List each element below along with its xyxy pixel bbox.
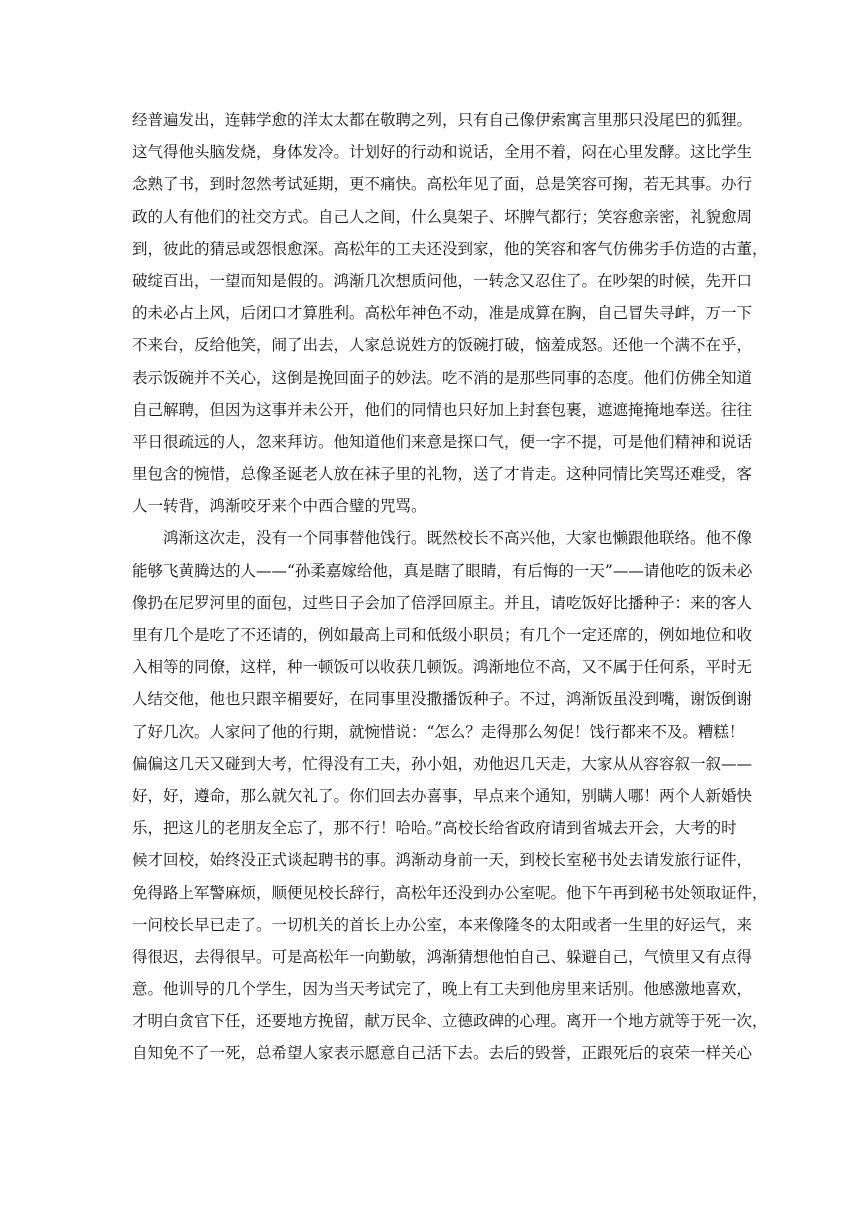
text-line: 入相等的同僚，这样，种一顿饭可以收获几顿饭。鸿渐地位不高，又不属于任何系，平时无 [132, 658, 753, 677]
text-line: 的未必占上风，后闭口才算胜利。高松年神色不动，准是成算在胸，自己冒失寻衅，万一下 [132, 304, 753, 323]
text-line: 念熟了书，到时忽然考试延期，更不痛快。高松年见了面，总是笑容可掬，若无其事。办行 [132, 175, 753, 194]
text-line: 免得路上军警麻烦，顺便见校长辞行，高松年还没到办公室呢。他下午再到秘书处领取证件， [132, 883, 768, 902]
document-body [132, 104, 768, 1070]
text-line: 这气得他头脑发烧，身体发冷。计划好的行动和说话，全用不着，闷在心里发酵。这比学生 [132, 143, 753, 162]
paragraph [132, 522, 768, 1069]
text-line: 到，彼此的猜忌或怨恨愈深。高松年的工夫还没到家，他的笑容和客气仿佛劣手仿造的古董， [132, 239, 768, 258]
text-line: 鸿渐这次走，没有一个同事替他饯行。既然校长不高兴他，大家也懒跟他联络。他不像 [163, 529, 753, 548]
text-line: 表示饭碗并不关心，这倒是挽回面子的妙法。吃不消的是那些同事的态度。他们仿佛全知道 [132, 368, 753, 387]
text-line: 才明白贪官下任，还要地方挽留，献万民伞、立德政碑的心理。离开一个地方就等于死一次， [132, 1012, 768, 1031]
text-line: 好，好，遵命，那么就欠礼了。你们回去办喜事，早点来个通知，别瞒人哪！两个人新婚快 [132, 786, 753, 805]
text-line: 能够飞黄腾达的人——“孙柔嘉嫁给他，真是瞎了眼睛，有后悔的一天”——请他吃的饭未必 [132, 561, 753, 580]
text-line: 自己解聘，但因为这事并未公开，他们的同情也只好加上封套包裹，遮遮掩掩地奉送。往往 [132, 400, 753, 419]
text-line: 人结交他，他也只跟辛楣要好，在同事里没撒播饭种子。不过，鸿渐饭虽没到嘴，谢饭倒谢 [132, 690, 753, 709]
text-line: 破绽百出，一望而知是假的。鸿渐几次想质问他，一转念又忍住了。在吵架的时候，先开口 [132, 271, 753, 290]
text-line: 人一转背，鸿渐咬牙来个中西合璧的咒骂。 [132, 497, 427, 516]
text-line: 自知免不了一死，总希望人家表示愿意自己活下去。去后的毁誉，正跟死后的哀荣一样关心 [132, 1044, 753, 1063]
text-line: 候才回校，始终没正式谈起聘书的事。鸿渐动身前一天，到校长室秘书处去请发旅行证件， [132, 851, 753, 870]
text-line: 意。他训导的几个学生，因为当天考试完了，晚上有工夫到他房里来话别。他感激地喜欢， [132, 980, 753, 999]
paragraph [132, 104, 768, 522]
text-line: 经普遍发出，连韩学愈的洋太太都在敬聘之列，只有自己像伊索寓言里那只没尾巴的狐狸。 [132, 111, 753, 129]
text-line: 乐，把这儿的老朋友全忘了，那不行！哈哈。”高校长给省政府请到省城去开会，大考的时 [132, 819, 737, 838]
text-line: 不来台，反给他笑，闹了出去，人家总说姓方的饭碗打破，恼羞成怒。还他一个满不在乎， [132, 336, 753, 355]
text-line: 偏偏这几天又碰到大考，忙得没有工夫，孙小姐，劝他迟几天走，大家从从容容叙一叙—— [132, 754, 753, 773]
text-line: 平日很疏远的人，忽来拜访。他知道他们来意是探口气，便一字不提，可是他们精神和说话 [132, 432, 753, 451]
text-line: 得很迟，去得很早。可是高松年一向勤敏，鸿渐猜想他怕自己、躲避自己，气愤里又有点得 [132, 947, 753, 966]
text-line: 一问校长早已走了。一切机关的首长上办公室，本来像隆冬的太阳或者一生里的好运气，来 [132, 915, 753, 934]
text-line: 了好几次。人家问了他的行期，就惋惜说：“怎么？走得那么匆促！饯行都来不及。糟糕！ [132, 722, 745, 741]
text-line: 里包含的惋惜，总像圣诞老人放在袜子里的礼物，送了才肯走。这种同情比笑骂还难受，客 [132, 465, 753, 484]
text-line: 政的人有他们的社交方式。自己人之间，什么臭架子、坏脾气都行；笑容愈亲密，礼貌愈周 [132, 207, 753, 226]
text-line: 像扔在尼罗河里的面包，过些日子会加了倍浮回原主。并且，请吃饭好比播种子：来的客人 [132, 593, 753, 612]
text-line: 里有几个是吃了不还请的，例如最高上司和低级小职员；有几个一定还席的，例如地位和收 [132, 626, 753, 644]
